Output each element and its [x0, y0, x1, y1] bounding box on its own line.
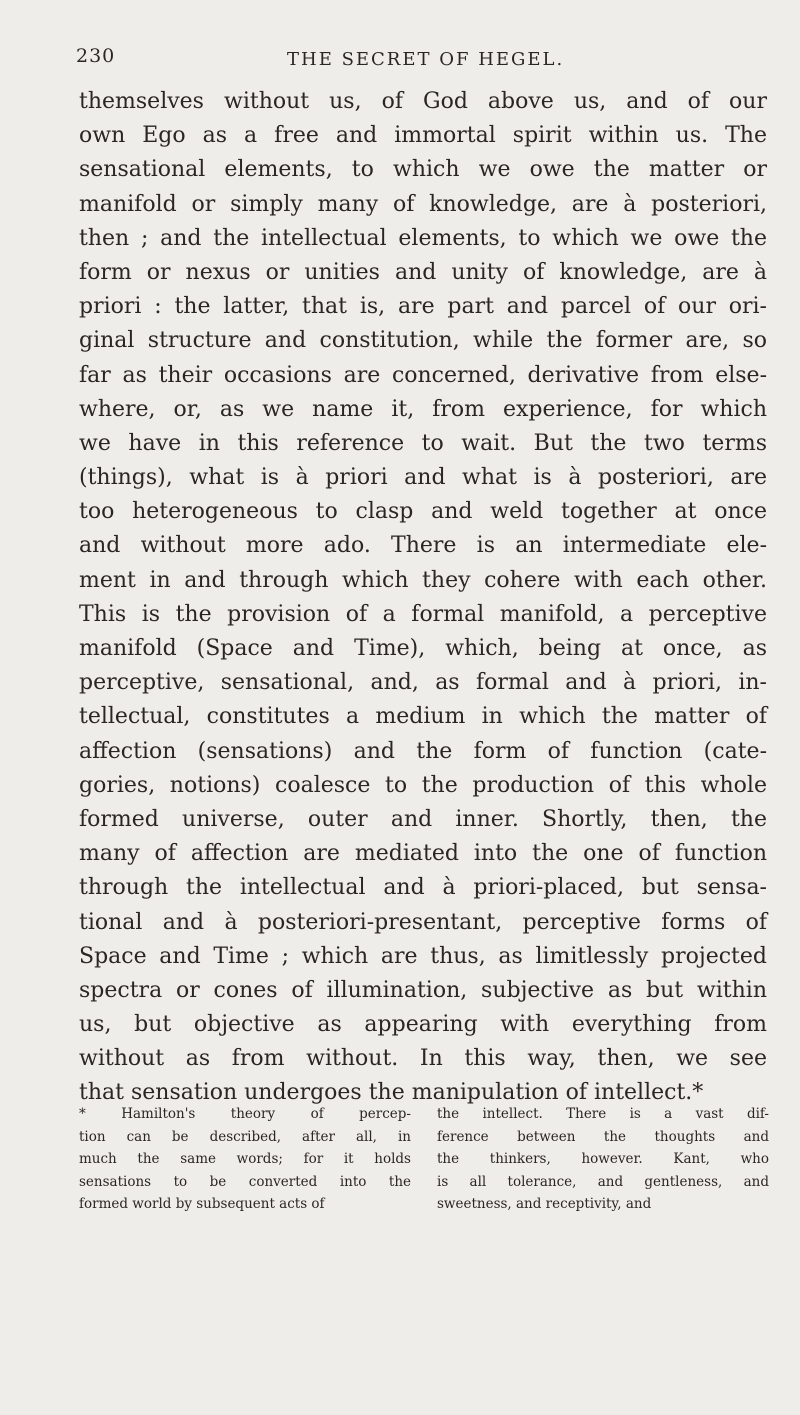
- body-line: formed universe, outer and inner. Shortly, then, the: [79, 806, 767, 832]
- body-line: gories, notions) coalesce to the production of this whole: [79, 772, 767, 798]
- body-line: own Ego as a free and immortal spirit within us. The: [79, 123, 767, 149]
- body-line: manifold or simply many of knowledge, are à posteriori,: [79, 191, 767, 217]
- body-line: too heterogeneous to clasp and weld together at once: [79, 499, 767, 525]
- body-line: (things), what is à priori and what is à posteriori, are: [79, 465, 767, 491]
- body-line: that sensation undergoes the manipulation of intellect.*: [79, 1080, 704, 1106]
- body-line: manifold (Space and Time), which, being at once, as: [79, 636, 767, 661]
- footnote-line: * Hamilton's theory of percep-: [79, 1106, 411, 1122]
- body-line: form or nexus or unities and unity of knowledge, are à: [79, 259, 767, 285]
- footnote-line: ference between the thoughts and: [437, 1128, 769, 1145]
- running-head: THE SECRET OF HEGEL.: [287, 49, 565, 70]
- footnote: [79, 1103, 769, 1216]
- body-line: far as their occasions are concerned, derivative from else-: [79, 362, 767, 388]
- body-line: through the intellectual and à priori-placed, but sensa-: [79, 875, 767, 901]
- body-line: us, but objective as appearing with everything from: [79, 1012, 767, 1038]
- footnote-line: sweetness, and receptivity, and: [437, 1196, 652, 1212]
- body-line: ment in and through which they cohere with each other.: [79, 567, 767, 593]
- body-line: sensational elements, to which we owe the matter or: [79, 157, 767, 183]
- body-line: This is the provision of a formal manifold, a perceptive: [79, 601, 767, 627]
- body-line: many of affection are mediated into the one of function: [79, 841, 767, 867]
- footnote-column-left: [79, 1103, 411, 1216]
- footnote-line: the thinkers, however. Kant, who: [437, 1151, 769, 1167]
- body-line: priori : the latter, that is, are part and parcel of our ori-: [79, 294, 767, 320]
- body-line: without as from without. In this way, then, we see: [79, 1046, 767, 1072]
- footnote-line: the intellect. There is a vast dif-: [437, 1106, 769, 1122]
- footnote-line: is all tolerance, and gentleness, and: [437, 1173, 769, 1190]
- body-line: then ; and the intellectual elements, to which we owe the: [79, 225, 767, 251]
- body-line: spectra or cones of illumination, subjective as but within: [79, 977, 767, 1003]
- body-line: tional and à posteriori-presentant, perceptive forms of: [79, 909, 767, 935]
- body-line: affection (sensations) and the form of function (cate-: [79, 738, 767, 764]
- body-line: we have in this reference to wait. But the two terms: [79, 430, 767, 456]
- footnote-line: formed world by subsequent acts of: [79, 1196, 325, 1212]
- body-line: where, or, as we name it, from experience, for which: [79, 396, 767, 422]
- body-text: [79, 85, 767, 1111]
- footnote-line: sensations to be converted into the: [79, 1173, 411, 1190]
- footnote-line: much the same words; for it holds: [79, 1151, 411, 1167]
- body-line: perceptive, sensational, and, as formal and à priori, in-: [79, 670, 767, 696]
- page-number: 230: [76, 45, 116, 67]
- footnote-column-right: [437, 1103, 769, 1216]
- body-line: themselves without us, of God above us, and of our: [79, 89, 767, 114]
- body-line: ginal structure and constitution, while the former are, so: [79, 328, 767, 354]
- body-line: tellectual, constitutes a medium in which the matter of: [79, 704, 767, 730]
- footnote-line: tion can be described, after all, in: [79, 1128, 411, 1145]
- body-line: and without more ado. There is an intermediate ele-: [79, 533, 767, 559]
- body-line: Space and Time ; which are thus, as limitlessly projected: [79, 943, 767, 969]
